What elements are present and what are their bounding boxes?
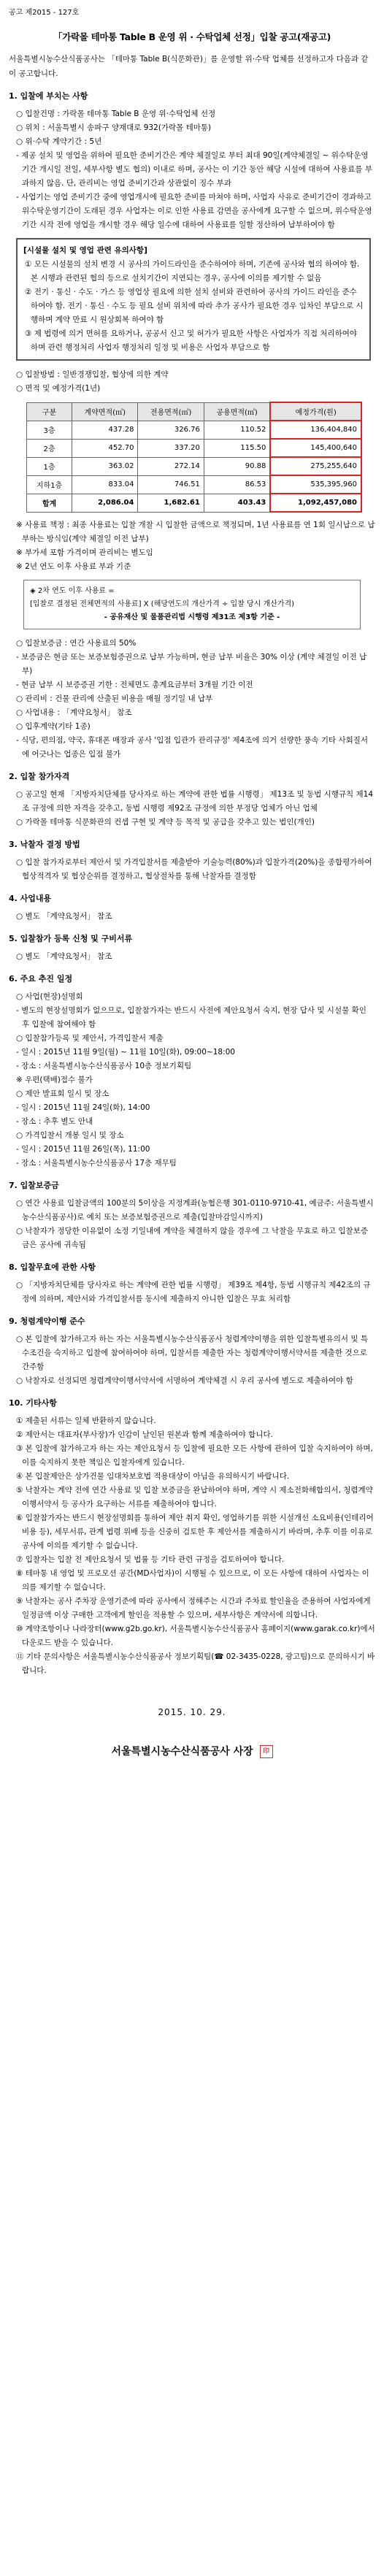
table-total-row <box>27 494 362 512</box>
list-item: ※ 부가세 포함 가격이며 관리비는 별도임 <box>16 548 153 557</box>
column-header: 예정가격(원) <box>270 402 361 421</box>
list-item: - 사업기는 영업 준비기간 중에 영업개시에 필요한 준비를 마쳐야 하며, 사업자 사유로 준비기간이 경과하고 위수탁운영기간이 도래된 경우 사업자는 이로 인한 사용료 감면을 공사에게 요구할 수 없으며, 위수탁운영기간 시작 전에 영업을 개시할 경우 해당 일수에 대하여 사용료를 일할 정산하여 납부하여야 함 <box>16 193 372 229</box>
formula-line: [입찰로 결정된 전체면적의 사용료] X (해당연도의 개산가격 ÷ 입찰 당시 개산가격) <box>30 600 295 608</box>
column-header: 전용면적(㎡) <box>138 402 204 421</box>
list-item: ④ 본 입찰제안은 상가건물 임대차보호법 적용대상이 아님을 유의하시기 바랍니다. <box>16 1472 290 1481</box>
table-row <box>27 439 362 457</box>
list-item: ○ 위·수탁 계약기간 : 5년 <box>16 137 102 146</box>
section-heading: 7. 입찰보증금 <box>9 1181 59 1190</box>
table-row <box>27 457 362 475</box>
column-header: 구분 <box>27 402 72 421</box>
list-item: ○ 가격입찰서 개봉 일시 및 장소 <box>16 1131 124 1140</box>
list-item: - 장소 : 추후 별도 안내 <box>16 1117 93 1126</box>
list-item: ○ 낙찰자가 정당한 이유없이 소정 기일내에 계약을 체결하지 않을 경우에 그 낙찰을 무효로 하고 입찰보증금은 공사에 귀속됨 <box>16 1227 368 1249</box>
list-item: ○ 공고일 현재 「지방자치단체를 당사자로 하는 계약에 관한 법률 시행령」 제13조 및 동법 시행규칙 제14조 규정에 의한 자격을 갖추고, 동법 시행령 제92조 규정에 의한 부정당 업체가 아닌 업체 <box>16 790 374 813</box>
box-item: ① 모든 시설물의 설치 변경 시 공사의 가이드라인을 준수하여야 하며, 기존에 공사와 협의 하여야 함. 본 시행과 관련된 협의 등으로 설치기간이 지연되는 경우, 공사에 이의를 제기할 수 없음 <box>25 260 360 283</box>
formula-basis: - 공유재산 및 물품관리법 시행령 제31조 제3항 기준 - <box>104 613 280 621</box>
list-item: ⑩ 계약조항이나 나라장터(www.g2b.go.kr), 서울특별시농수산식품공사 홈페이지(www.garak.co.kr)에서 다운로드 받을 수 있습니다. <box>16 1625 375 1647</box>
list-item: ⑦ 입찰자는 입찰 전 제안요청서 및 법률 등 기타 관련 규정을 검토하여야 합니다. <box>16 1555 285 1564</box>
section-registration <box>9 932 375 964</box>
table-cell: 403.43 <box>204 494 270 512</box>
section-heading: 1. 입찰에 부치는 사항 <box>9 91 88 101</box>
list-item: ○ 입찰참가등록 및 제안서, 가격입찰서 제출 <box>16 1034 164 1043</box>
list-item: - 일시 : 2015년 11월 26일(목), 11:00 <box>16 1145 150 1154</box>
section-award-method <box>9 838 375 883</box>
table-cell: 3층 <box>27 421 72 439</box>
table-cell: 1,092,457,080 <box>270 494 361 512</box>
area-price-table <box>26 402 362 513</box>
table-cell: 452.70 <box>72 439 138 457</box>
list-item: ○ 입후계약(기타 1종) <box>16 722 91 731</box>
box-title: [시설물 설치 및 영업 관련 유의사항] <box>23 246 147 255</box>
notice-date: 2015. 10. 29. <box>158 1707 226 1717</box>
issuer-name: 서울특별시농수산식품공사 사장 <box>111 1746 253 1757</box>
section-heading: 9. 청렴계약이행 준수 <box>9 1316 85 1326</box>
list-item: ○ 위치 : 서울특별시 송파구 양재대로 932(가락몰 테마통) <box>16 123 212 132</box>
section-schedule <box>9 973 375 1170</box>
table-cell: 326.76 <box>138 421 204 439</box>
list-item: ⑪ 기타 문의사항은 서울특별시농수산식품공사 정보기획팀(☎ 02-3435-0228, 광고팀)으로 문의하시기 바랍니다. <box>16 1652 375 1675</box>
table-cell: 90.88 <box>204 457 270 475</box>
list-item: ○ 사업내용 : 「계약요청서」 참조 <box>16 708 132 717</box>
list-item: - 일시 : 2015년 11월 9일(월) ~ 11월 10일(화), 09:00~18:00 <box>16 1048 235 1057</box>
table-cell: 535,395,960 <box>270 475 361 494</box>
table-cell: 86.53 <box>204 475 270 494</box>
list-item: ⑨ 낙찰자는 공사 주차장 운영기준에 따라 공사에서 정해주는 시간과 주차료 할인율을 준용하여 사업자에게 일정금액 이상 구매한 고객에게 할인을 적용할 수 있으며, 세부사항은 계약서에 의합니다. <box>16 1597 371 1619</box>
list-item: ○ 면적 및 예정가격(1년) <box>16 384 101 393</box>
table-cell: 2층 <box>27 439 72 457</box>
section-invalid-bids <box>9 1261 375 1306</box>
section-heading: 4. 사업내용 <box>9 894 52 903</box>
section-heading: 3. 낙찰자 결정 방법 <box>9 840 80 849</box>
list-item: ⑧ 테마통 내 영업 및 프로모션 공간(MD사업자)이 시행될 수 있으므로, 이 모든 사항에 대하여 사업자는 이의를 제기할 수 없습니다. <box>16 1569 369 1592</box>
list-item: ○ 입찰방법 : 일반경쟁입찰, 협상에 의한 계약 <box>16 370 169 379</box>
list-item: ○ 본 입찰에 참가하고자 하는 자는 서울특별시농수산식품공사 청렴계약이행을 위한 입찰특별유의서 및 특수조건을 숙지하고 입찰에 참여하여야 하며, 입찰서를 제출한 자는 청렴계약이행서약서를 제출한 것으로 간주함 <box>16 1335 369 1371</box>
table-row <box>27 421 362 439</box>
list-item: ※ 우편(택배)접수 불가 <box>16 1076 93 1084</box>
table-cell: 363.02 <box>72 457 138 475</box>
fee-formula-box <box>23 580 361 629</box>
list-item: ② 제안서는 대표자(부사장)가 인감이 날인된 원본과 함께 제출하여야 합니다. <box>16 1430 273 1439</box>
table-cell: 110.52 <box>204 421 270 439</box>
list-item: - 장소 : 서울특별시농수산식품공사 17층 재무팀 <box>16 1159 177 1168</box>
list-item: - 현금 납부 시 보증증권 기한 : 전체면도 총계요금부터 3개월 기간 이전 <box>16 681 253 689</box>
list-item: ※ 2년 연도 이후 사용료 부과 기준 <box>16 562 131 571</box>
list-item: - 별도의 현장설명회가 없으므로, 입찰참가자는 반드시 사전에 제안요청서 숙지, 현장 답사 및 시설물 확인 후 입찰에 참여해야 함 <box>16 1006 366 1029</box>
list-item: ○ 사업(현장)설명회 <box>16 992 83 1001</box>
table-cell: 337.20 <box>138 439 204 457</box>
section-business <box>9 892 375 924</box>
facility-notice-box <box>16 238 371 361</box>
table-cell: 272.14 <box>138 457 204 475</box>
column-header: 계약면적(㎡) <box>72 402 138 421</box>
list-item: - 식당, 편의점, 약국, 휴대폰 매장과 공사 '입점 입관가 관리규정' 제4조에 의거 선량한 풍속 기타 사회질서에 어긋나는 업종은 입점 불가 <box>16 736 369 759</box>
table-cell: 115.50 <box>204 439 270 457</box>
list-item: ① 제출된 서류는 일체 반환하지 않습니다. <box>16 1417 156 1425</box>
section-heading: 10. 기타사항 <box>9 1398 57 1408</box>
table-cell: 1,682.61 <box>138 494 204 512</box>
formula-line: ◈ 2차 연도 이후 사용료 = <box>30 587 115 595</box>
table-cell: 746.51 <box>138 475 204 494</box>
list-item: ○ 관리비 : 건물 관리에 산출된 비용을 매월 정기일 내 납부 <box>16 694 213 703</box>
table-cell: 145,400,640 <box>270 439 361 457</box>
list-item: - 장소 : 서울특별시농수산식품공사 10층 정보기획팀 <box>16 1062 192 1070</box>
section-heading: 2. 입찰 참가자격 <box>9 772 70 781</box>
section-integrity <box>9 1315 375 1388</box>
list-item: - 일시 : 2015년 11월 24일(화), 14:00 <box>16 1103 150 1112</box>
list-item: ○ 연간 사용료 입찰금액의 100분의 5이상을 지정계좌(농협은행 301-0110-9710-41, 예금주: 서울특별시농수산식품공사)로 예치 또는 보증보험증권으로 제출(입찰마감일시까지) <box>16 1199 374 1222</box>
notice-number: 공고 제2015 - 127호 <box>9 9 80 17</box>
list-item: ○ 가락몰 테마통 식문화관의 컨셉 구현 및 계약 등 목적 및 공급을 갖추고 있는 법인(개인) <box>16 818 315 827</box>
list-item: ○ 입찰보증금 : 연간 사용료의 50% <box>16 639 137 648</box>
table-header-row <box>27 402 362 421</box>
table-cell: 지하1층 <box>27 475 72 494</box>
table-cell: 2,086.04 <box>72 494 138 512</box>
table-cell: 437.28 <box>72 421 138 439</box>
table-cell: 136,404,840 <box>270 421 361 439</box>
issuer-signature <box>9 1744 375 1758</box>
table-cell: 합계 <box>27 494 72 512</box>
list-item: - 보증금은 현금 또는 보증보험증권으로 납부 가능하며, 현금 납부 비율은 30% 이상 (계약 체결일 이전 납부) <box>16 653 367 675</box>
table-cell: 1층 <box>27 457 72 475</box>
list-item: ※ 사용료 책정 : 최종 사용료는 입찰 개찰 시 입찰한 금액으로 책정되며, 1년 사용료를 연 1회 일시납으로 납부하는 방식임(계약 체결일 이전 납부) <box>16 521 375 543</box>
list-item: ⑤ 낙찰자는 계약 전에 연간 사용료 및 입찰 보증금을 완납하여야 하며, 계약 시 제소전화해합의서, 청렴계약이행서약서 등 공사가 요구하는 서류를 제출하여야 합니다. <box>16 1486 373 1509</box>
section-heading: 8. 입찰무효에 관한 사항 <box>9 1262 96 1272</box>
list-item: ○ 입찰건명 : 가락몰 테마통 Table B 운영 위·수탁업체 선정 <box>16 110 216 118</box>
list-item: ③ 본 입찰에 참가하고자 하는 자는 제안요청서 등 입찰에 필요한 모든 사항에 관하여 입찰 숙지하여야 하며, 이를 숙지하지 못한 책임은 입찰자에게 있습니다. <box>16 1444 373 1467</box>
list-item: ○ 입찰 참가자로부터 제안서 및 가격입찰서를 제출받아 기술능력(80%)과 입찰가격(20%)을 종합평가하여 협상적격자 및 협상순위를 결정하고, 협상절차를 통해 낙찰자를 결정함 <box>16 858 372 881</box>
list-item: ○ 제안 발표회 일시 및 장소 <box>16 1089 110 1098</box>
section-other <box>9 1397 375 1678</box>
section-eligibility <box>9 770 375 829</box>
section-bid-deposit <box>9 1179 375 1252</box>
section-heading: 6. 주요 추진 일정 <box>9 974 73 984</box>
section-heading: 5. 입찰참가 등록 신청 및 구비서류 <box>9 934 133 943</box>
box-item: ② 전기 · 통신 · 수도 · 가스 등 영업상 필요에 의한 설치 설비와 관련하여 공사의 가이드 라인을 준수 하여야 함. 전기 · 통신 · 수도 등 필요 설비 위치에 따라 추가 공사가 필요한 경우 임차인 부담으로 시행하며 계약 만료 시 원상회복 하여야 함 <box>25 288 364 324</box>
list-item: - 제공 설치 및 영업을 위하여 필요한 준비기간은 계약 체결일로 부터 최대 90일(계약체결일 ~ 위수탁운영기간 개시일 전일, 세부사항 별도 협의) 이내로 하며, 공사는 이 기간 동안 해당 시설에 대하여 사용료를 부과하지 않음. 단, 관리비는 영업 준비기간과 상관없이 징수 부과 <box>16 151 373 188</box>
box-item: ③ 제 법령에 의거 면허를 요하거나, 공공서 신고 및 허가가 필요한 사항은 사업자가 직접 처리하여야 하며 관련 행정처리 사업자 행정처리 일정 및 비용은 사업자 부담으로 함 <box>25 329 358 352</box>
list-item: ○ 별도 「계약요청서」 참조 <box>16 952 112 961</box>
list-item: ○ 별도 「계약요청서」 참조 <box>16 912 112 921</box>
notice-intro: 서울특별시농수산식품공사는 「테마통 Table B(식문화관)」를 운영할 위·수탁 업체를 선정하고자 다음과 같이 공고합니다. <box>9 55 369 78</box>
notice-title: 「가락몰 테마통 Table B 운영 위 · 수탁업체 선정」입찰 공고(재공고) <box>53 31 331 42</box>
table-row <box>27 475 362 494</box>
official-seal-icon: 印 <box>260 1745 273 1758</box>
table-cell: 275,255,640 <box>270 457 361 475</box>
column-header: 공용면적(㎡) <box>204 402 270 421</box>
table-cell: 833.04 <box>72 475 138 494</box>
list-item: ○ 「지방자치단체를 당사자로 하는 계약에 관한 법률 시행령」 제39조 제4항, 동법 시행규칙 제42조의 규정에 의하며, 제안서와 가격입찰서를 동시에 제출하지 아니한 입찰은 무효 처리함 <box>16 1281 371 1303</box>
section-bid-items <box>9 90 375 232</box>
list-item: ○ 낙찰자로 선정되면 청렴계약이행서약서에 서명하여 계약체결 시 우리 공사에 별도로 제출하여야 함 <box>16 1376 353 1385</box>
list-item: ⑥ 입찰참가자는 반드시 현장설명회를 통하여 제안 취지 확인, 영업하기를 위한 시설개선 소요비용(인테리어 비용 등), 세무서류, 관계 법령 위배 등을 신중히 검토한 후 제안서를 제출하시기 바라며, 추후 이를 이유로 공사에 이의를 제기할 수 없습니다. <box>16 1514 374 1550</box>
